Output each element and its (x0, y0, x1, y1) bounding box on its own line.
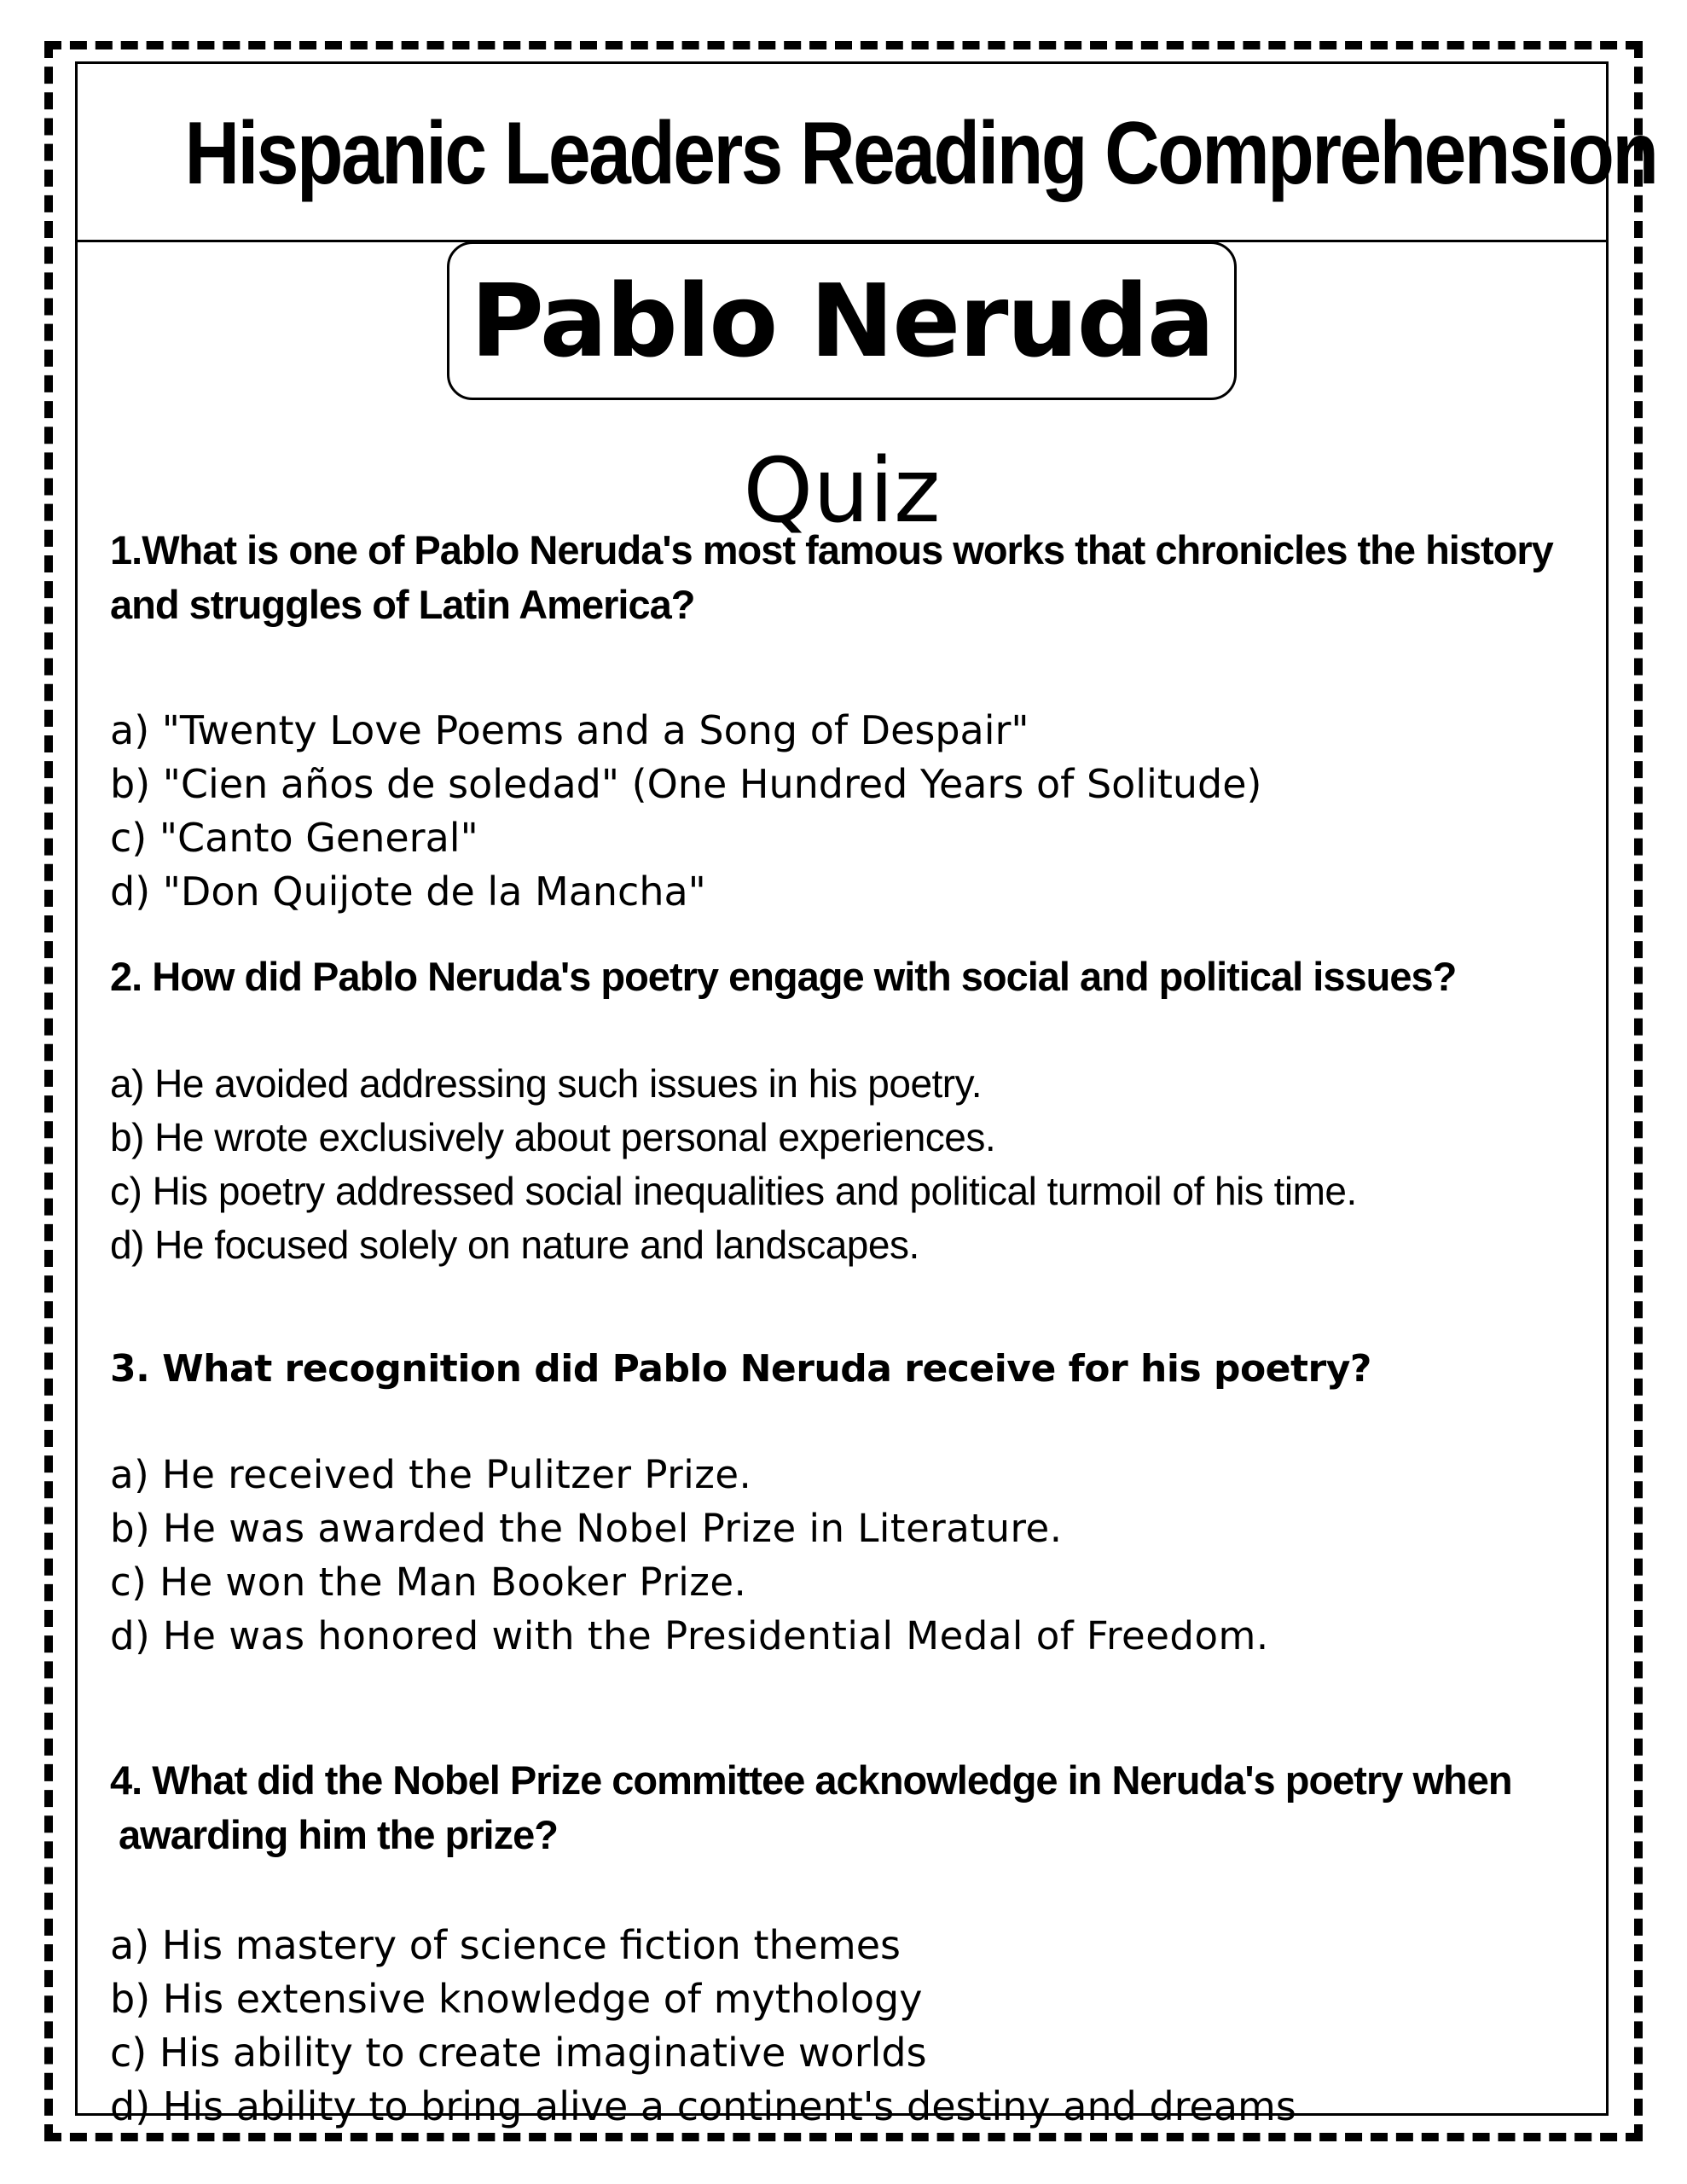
subject-name: Pablo Neruda (470, 262, 1214, 380)
question-1-option-d: d) "Don Quijote de la Mancha" (110, 868, 706, 915)
question-1 (110, 523, 1594, 632)
worksheet-title: Hispanic Leaders Reading Comprehension (184, 104, 1657, 203)
question-2-option-a: a) He avoided addressing such issues in his poetry. (110, 1061, 982, 1106)
question-3-option-d: d) He was honored with the Presidential Medal of Freedom. (110, 1613, 1269, 1658)
question-3-line-1: 3. What recognition did Pablo Neruda receive for his poetry? (110, 1347, 1371, 1391)
question-4-line-1: 4. What did the Nobel Prize committee acknowledge in Neruda's poetry when (110, 1757, 1512, 1803)
worksheet-frame (75, 61, 1657, 2129)
question-4-option-a: a) His mastery of science fiction themes (110, 1922, 901, 1968)
question-4-option-c: c) His ability to create imaginative worlds (110, 2030, 927, 2076)
question-1-option-c: c) "Canto General" (110, 815, 478, 861)
question-4-line-2: awarding him the prize? (119, 1812, 558, 1857)
question-2-option-b: b) He wrote exclusively about personal experiences. (110, 1115, 996, 1159)
question-1-options (110, 704, 1594, 919)
question-1-option-b: b) "Cien años de soledad" (One Hundred Years of Solitude) (110, 761, 1262, 807)
question-4-options (110, 1919, 1594, 2134)
question-1-line-2: and struggles of Latin America? (110, 582, 695, 627)
question-3 (110, 1342, 1594, 1397)
question-3-option-c: c) He won the Man Booker Prize. (110, 1560, 747, 1605)
question-2-options (110, 1057, 1594, 1272)
question-3-option-a: a) He received the Pulitzer Prize. (110, 1452, 752, 1497)
question-1-option-a: a) "Twenty Love Poems and a Song of Despair" (110, 707, 1029, 753)
question-3-options (110, 1448, 1594, 1663)
question-1-line-1: 1.What is one of Pablo Neruda's most famous works that chronicles the history (110, 527, 1553, 572)
question-2-option-d: d) He focused solely on nature and landscapes. (110, 1223, 919, 1267)
question-4 (110, 1753, 1594, 1862)
question-2-line-1: 2. How did Pablo Neruda's poetry engage with social and political issues? (110, 954, 1457, 999)
question-4-option-d: d) His ability to bring alive a continent's destiny and dreams (110, 2083, 1296, 2129)
question-4-option-b: b) His extensive knowledge of mythology (110, 1976, 923, 2022)
question-2-option-c: c) His poetry addressed social inequalities and political turmoil of his time. (110, 1169, 1357, 1213)
question-3-option-b: b) He was awarded the Nobel Prize in Literature. (110, 1506, 1063, 1551)
quiz-heading: Quiz (743, 439, 941, 543)
question-2 (110, 950, 1594, 1004)
subject-name-box (447, 241, 1237, 400)
